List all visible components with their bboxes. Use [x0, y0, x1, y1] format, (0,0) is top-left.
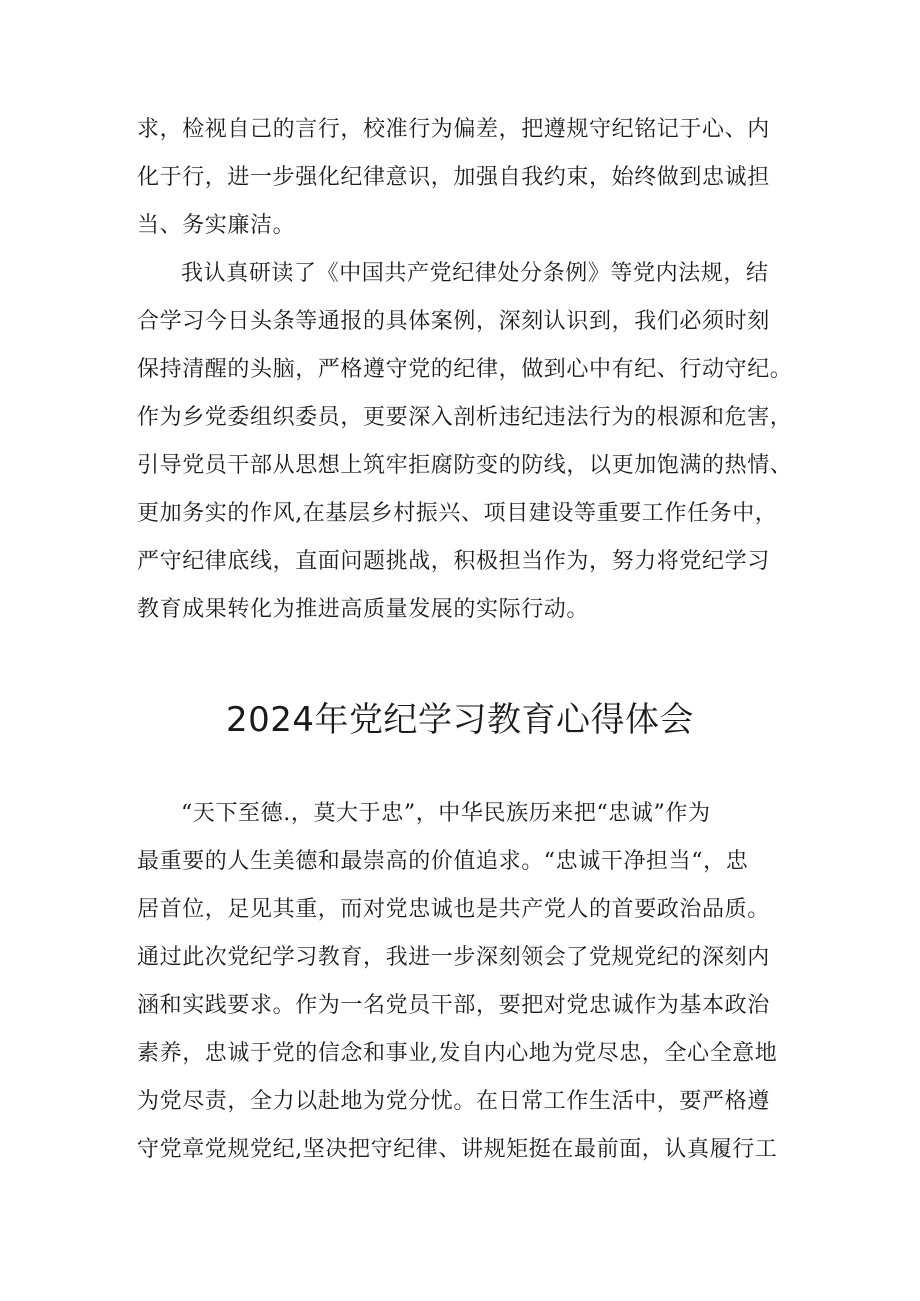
text-line: 合学习今日头条等通报的具体案例，深刻认识到，我们必须时刻: [137, 309, 770, 334]
text-line: 我认真研读了《中国共产党纪律处分条例》等党内法规，结: [181, 261, 769, 286]
text-line: 涵和实践要求。作为一名党员干部，要把对党忠诚作为基本政治: [137, 993, 770, 1018]
text-line: 守党章党规党纪,坚决把守纪律、讲规矩挺在最前面，认真履行工: [137, 1137, 778, 1162]
text-line: 居首位，足见其重，而对党忠诚也是共产党人的首要政治品质。: [137, 897, 770, 922]
text-line: 求，检视自己的言行，校准行为偏差，把遵规守纪铭记于心、内: [137, 117, 770, 142]
text-line: “天下至德.，莫大于忠”，中华民族历来把“忠诚”作为: [181, 801, 711, 826]
text-line: 更加务实的作风,在基层乡村振兴、项目建设等重要工作任务中，: [137, 501, 778, 526]
text-line: 引导党员干部从思想上筑牢拒腐防变的防线，以更加饱满的热情、: [137, 453, 793, 478]
text-line: 最重要的人生美德和最崇高的价值追求。“忠诚干净担当“，忠: [137, 849, 749, 874]
text-line: 教育成果转化为推进高质量发展的实际行动。: [137, 597, 590, 622]
article-title: 2024年党纪学习教育心得体会: [225, 700, 695, 740]
text-line: 为党尽责，全力以赴地为党分忧。在日常工作生活中，要严格遵: [137, 1089, 770, 1114]
text-line: 严守纪律底线，直面问题挑战，积极担当作为，努力将党纪学习: [137, 549, 770, 574]
text-line: 通过此次党纪学习教育，我进一步深刻领会了党规党纪的深刻内: [137, 945, 770, 970]
text-line: 保持清醒的头脑，严格遵守党的纪律，做到心中有纪、行动守纪。: [137, 357, 793, 382]
text-line: 当、务实廉洁。: [137, 213, 296, 238]
text-line: 作为乡党委组织委员，更要深入剖析违纪违法行为的根源和危害，: [137, 405, 793, 430]
text-line: 化于行，进一步强化纪律意识，加强自我约束，始终做到忠诚担: [137, 165, 770, 190]
text-line: 素养，忠诚于党的信念和事业,发自内心地为党尽忠，全心全意地: [137, 1041, 778, 1066]
